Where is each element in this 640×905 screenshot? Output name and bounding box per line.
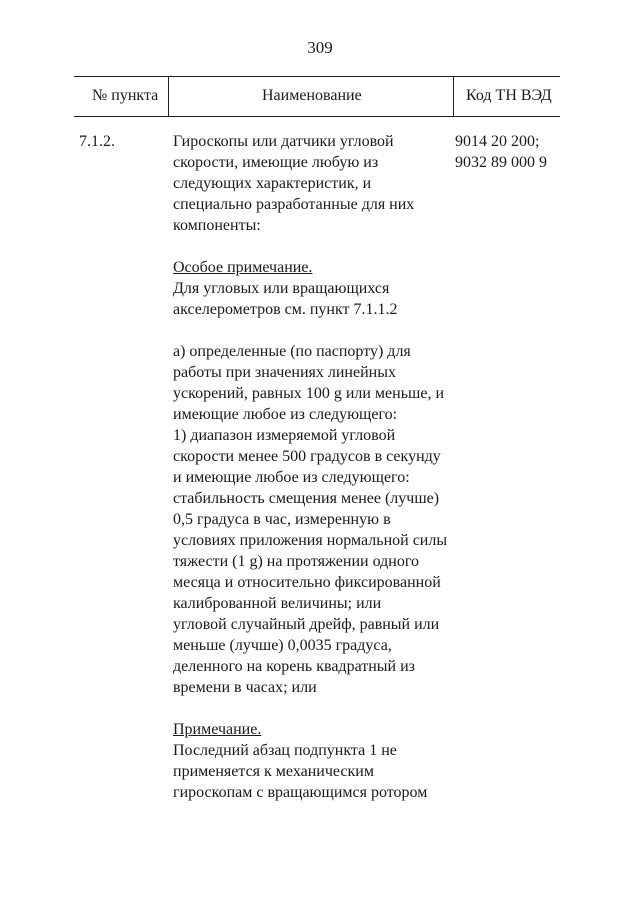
code-cell xyxy=(455,131,547,173)
text-line: Для угловых или вращающихся xyxy=(173,280,390,297)
header-code: Код ТН ВЭД xyxy=(466,87,552,104)
note xyxy=(173,719,453,803)
text-line: а) определенные (по паспорту) для xyxy=(173,343,411,360)
text-line: гироскопам с вращающимся ротором xyxy=(173,784,428,801)
text-line: применяется к механическим xyxy=(173,763,374,780)
text-line: времени в часах; или xyxy=(173,679,317,696)
text-line: специально разработанные для них xyxy=(173,196,415,213)
text-line: работы при значениях линейных xyxy=(173,364,396,381)
paragraph-gap xyxy=(173,320,453,341)
paragraph-gap xyxy=(173,236,453,257)
header-item-number: № пункта xyxy=(92,87,159,104)
text-line: следующих характеристик, и xyxy=(173,175,372,192)
text-line: и имеющие любое из следующего: xyxy=(173,469,410,486)
note-title: Примечание. xyxy=(173,721,262,738)
text-line: акселерометров см. пункт 7.1.1.2 xyxy=(173,301,398,318)
text-line: ускорений, равных 100 g или меньше, и xyxy=(173,385,444,402)
special-note xyxy=(173,257,453,320)
text-line: 0,5 градуса в час, измеренную в xyxy=(173,511,391,528)
text-line: Последний абзац подпункта 1 не xyxy=(173,742,397,759)
paragraph-gap xyxy=(173,698,453,719)
text-line: компоненты: xyxy=(173,217,261,234)
text-line: условиях приложения нормальной силы xyxy=(173,532,448,549)
page-number: 309 xyxy=(307,38,333,57)
text-line: 1) диапазон измеряемой угловой xyxy=(173,427,396,444)
text-line: Гироскопы или датчики угловой xyxy=(173,133,394,150)
text-line: имеющие любое из следующего: xyxy=(173,406,398,423)
column-divider-1 xyxy=(168,76,169,116)
text-line: угловой случайный дрейф, равный или xyxy=(173,616,440,633)
text-line: стабильность смещения менее (лучше) xyxy=(173,490,440,507)
table-header-rule xyxy=(74,116,560,117)
code-line: 9014 20 200; xyxy=(455,133,540,150)
text-line: тяжести (1 g) на протяжении одного xyxy=(173,553,419,570)
column-divider-2 xyxy=(453,76,454,116)
item-number: 7.1.2. xyxy=(79,133,115,150)
text-line: скорости менее 500 градусов в секунду xyxy=(173,448,441,465)
text-line: калиброванной величины; или xyxy=(173,595,382,612)
intro-paragraph xyxy=(173,131,453,236)
code-line: 9032 89 000 9 xyxy=(455,154,547,171)
text-line: месяца и относительно фиксированной xyxy=(173,574,441,591)
table-top-rule xyxy=(74,76,560,77)
text-line: меньше (лучше) 0,0035 градуса, xyxy=(173,637,392,654)
item-a-paragraph xyxy=(173,341,453,698)
text-line: деленного на корень квадратный из xyxy=(173,658,415,675)
description-cell xyxy=(173,131,453,803)
header-name: Наименование xyxy=(262,87,362,104)
text-line: скорости, имеющие любую из xyxy=(173,154,379,171)
special-note-title: Особое примечание. xyxy=(173,259,313,276)
